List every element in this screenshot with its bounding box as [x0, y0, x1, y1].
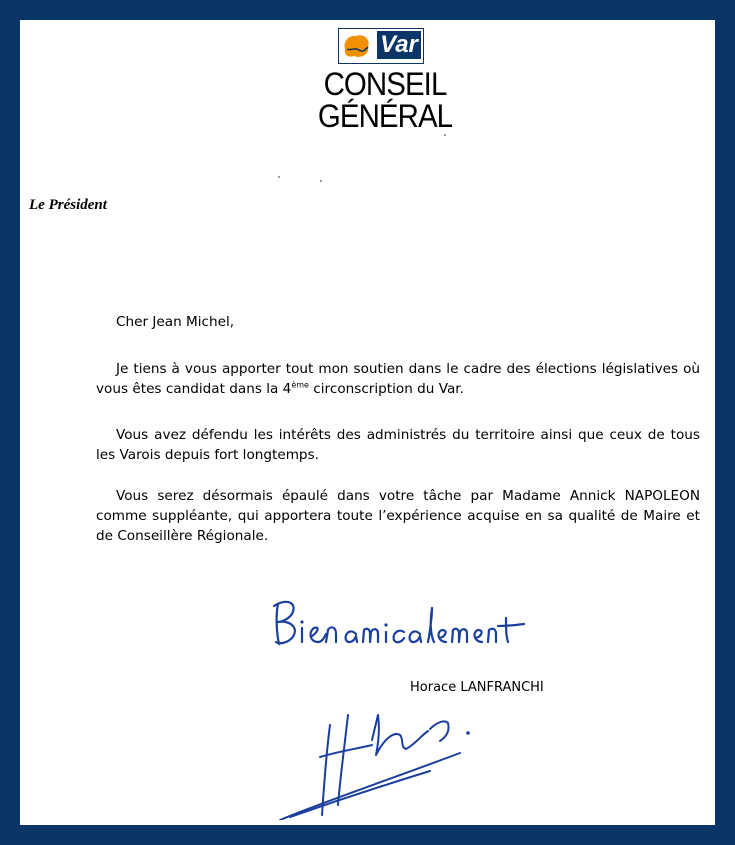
var-badge-text: Var	[377, 31, 421, 59]
sender-title: Le Président	[29, 197, 107, 213]
conseil-general-logo	[310, 28, 460, 138]
letter-page	[20, 20, 715, 825]
ordinal-superscript: ème	[291, 380, 309, 390]
paragraph-2-text: Vous avez défendu les intérêts des administrés du territoire ainsi que ceux de tous les Varois depuis fort longtemps.	[96, 427, 700, 463]
paragraph-1-text: Je tiens à vous apporter tout mon soutien dans le cadre des élections législatives où vous êtes candidat dans la 4	[96, 361, 700, 397]
paragraph-1	[96, 359, 700, 399]
handwritten-closing	[268, 592, 528, 652]
var-badge	[338, 28, 424, 64]
paragraph-1-end: circonscription du Var.	[308, 381, 464, 397]
signer-name: Horace LANFRANCHI	[410, 680, 544, 695]
logo-line-conseil: CONSEIL	[323, 66, 447, 102]
paragraph-3-text: Vous serez désormais épaulé dans votre tâche par Madame Annick NAPOLEON comme suppléante, qui apportera toute l’expérience acquise en sa qualité de Maire et de Conseillère Régionale.	[96, 488, 700, 544]
scan-speck	[278, 176, 280, 178]
scan-speck	[444, 134, 446, 136]
salutation: Cher Jean Michel,	[116, 314, 235, 330]
scan-speck	[320, 180, 322, 182]
paragraph-3	[96, 486, 700, 546]
paragraph-2	[96, 425, 700, 465]
handwritten-signature	[260, 695, 480, 820]
logo-line-general: GÉNÉRAL	[317, 98, 453, 134]
